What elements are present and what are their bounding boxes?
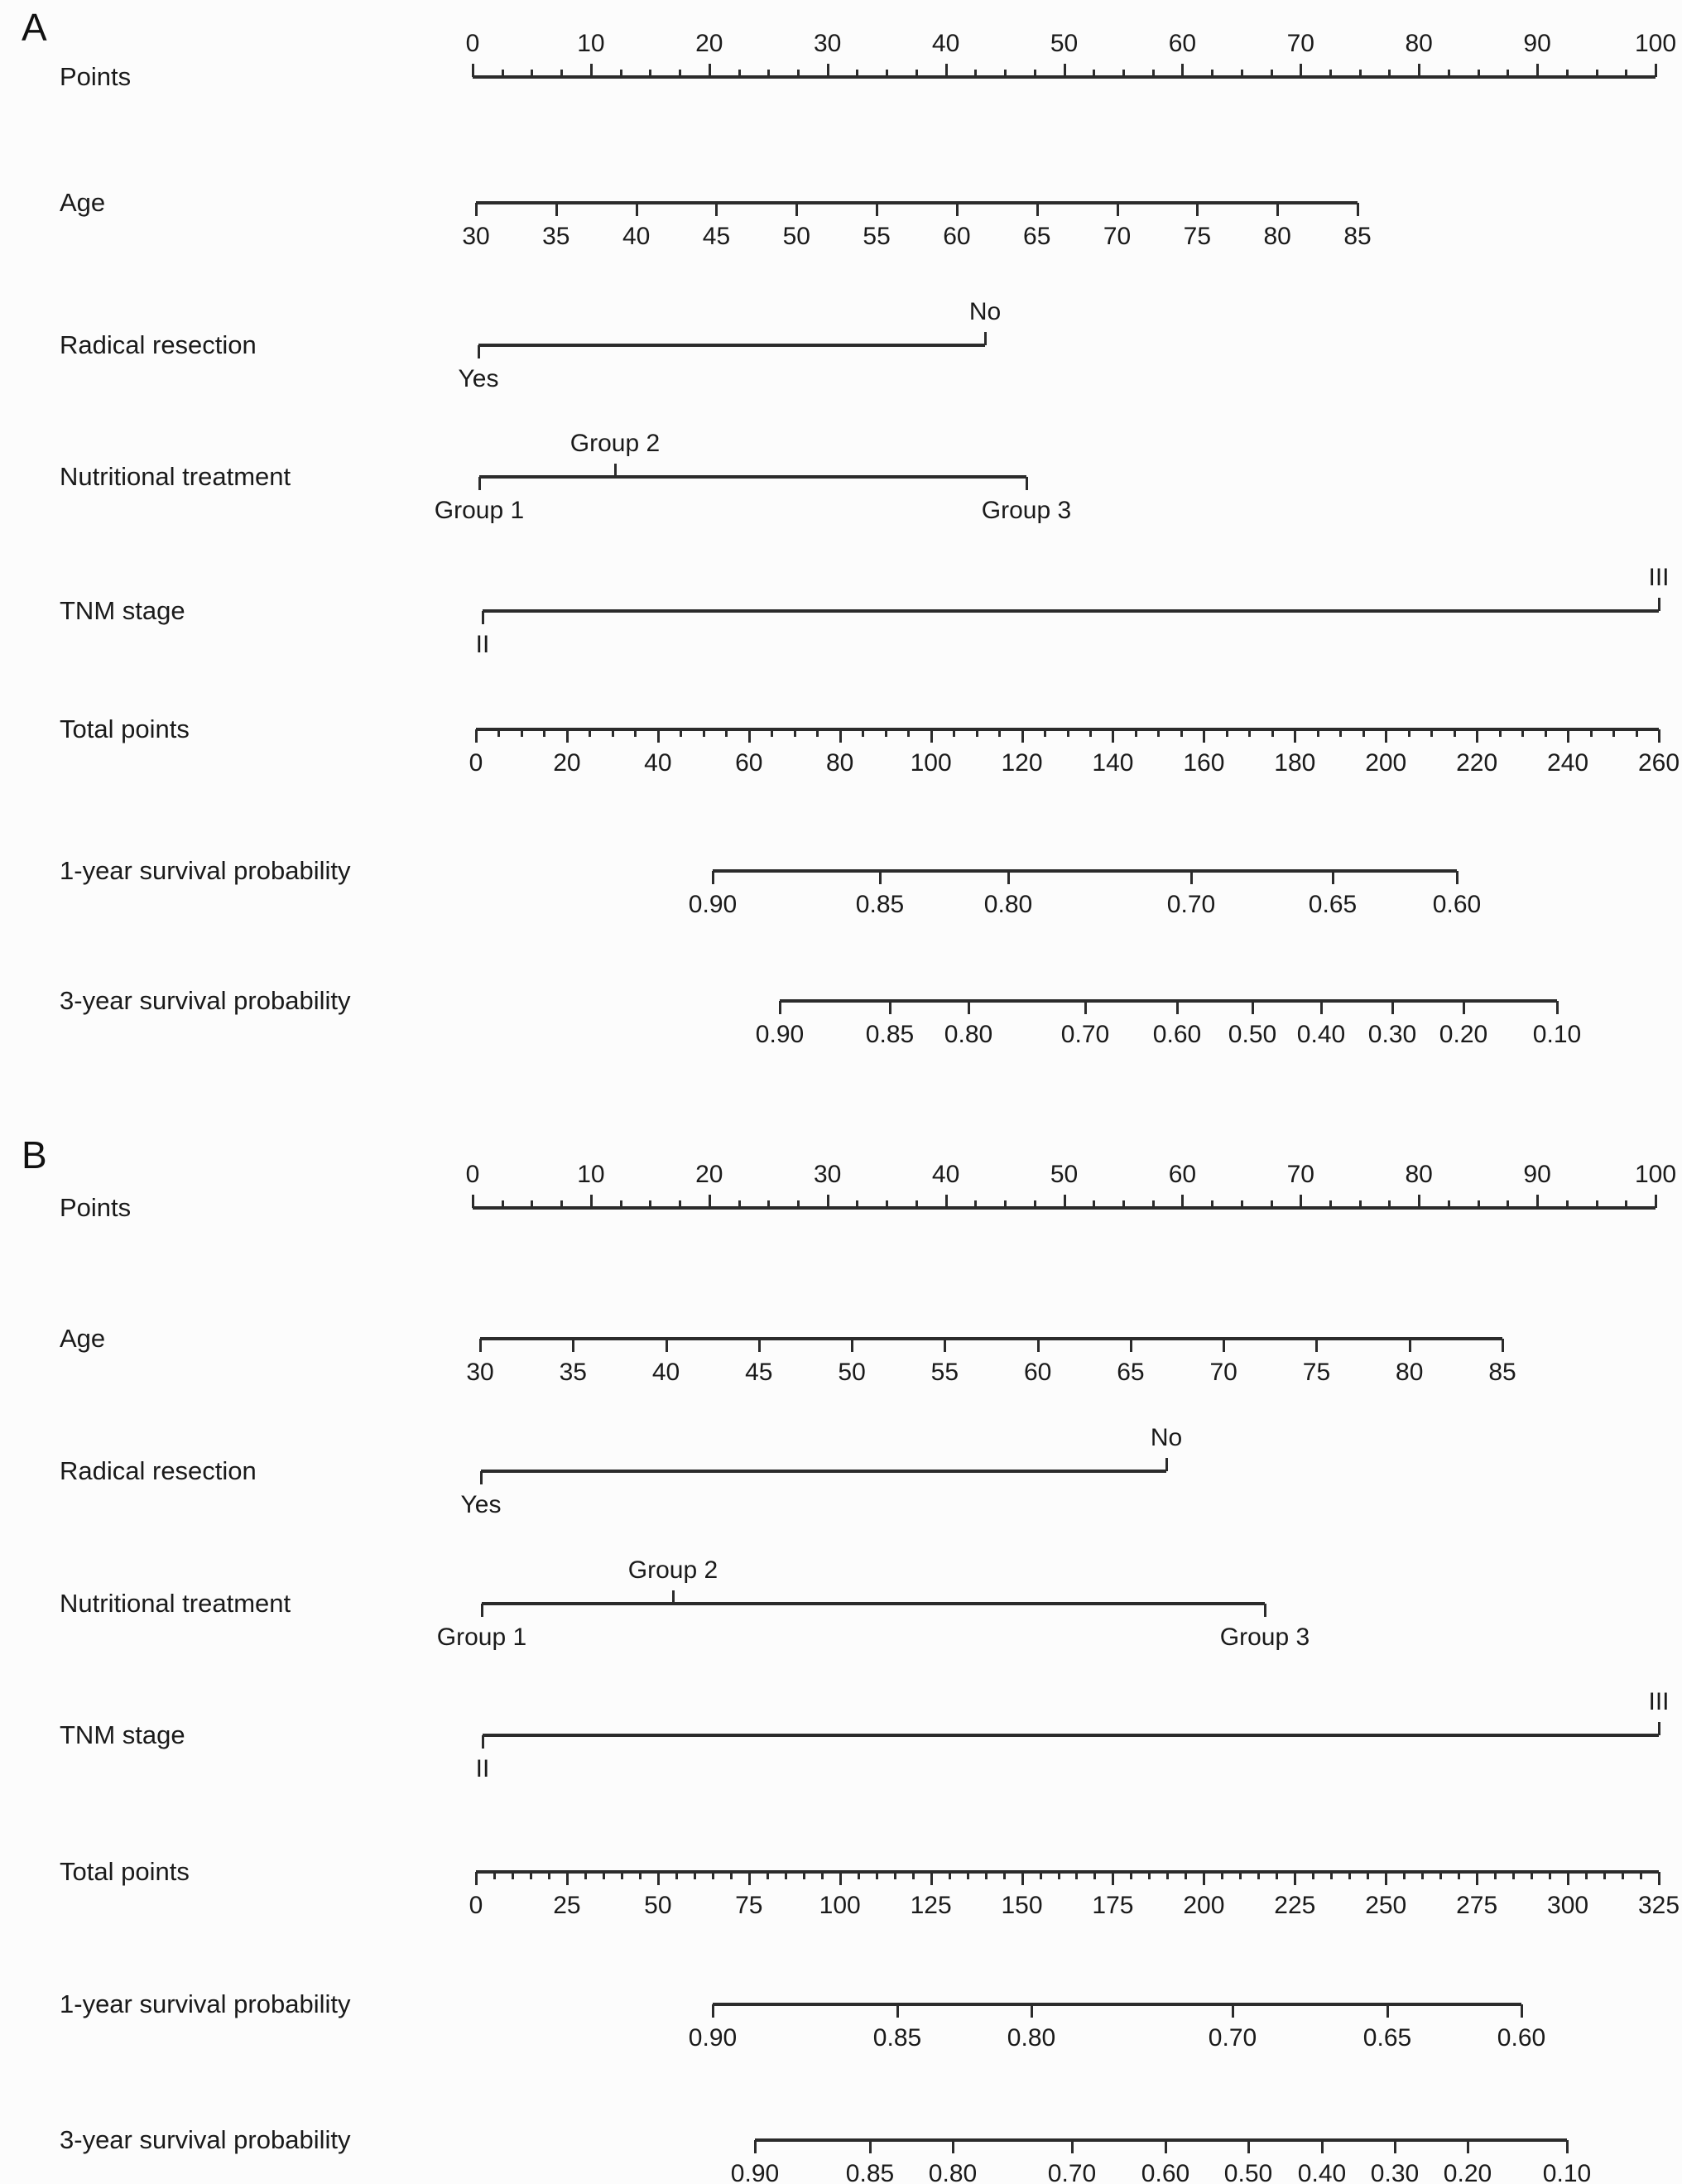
points-tick — [502, 1200, 504, 1208]
total-points-tick-label: 60 — [735, 749, 763, 777]
total-points-tick — [1421, 1872, 1424, 1879]
age-tick-label: 60 — [1023, 1359, 1052, 1386]
age-tick-label: 35 — [559, 1359, 587, 1386]
age-tick-label: 30 — [462, 223, 490, 250]
row-label-nutritional-treatment: Nutritional treatment — [60, 1589, 291, 1618]
surv3-tick-label: 0.85 — [865, 1021, 915, 1048]
age-tick — [572, 1339, 574, 1352]
points-tick — [1359, 1200, 1362, 1208]
surv3-tick — [754, 2140, 757, 2153]
row-label-tnm-stage: TNM stage — [60, 1720, 185, 1749]
row-label-total-points: Total points — [60, 1857, 190, 1886]
points-tick — [945, 1195, 948, 1208]
surv3-tick — [869, 2140, 872, 2153]
points-tick-label: 70 — [1286, 1161, 1314, 1188]
row-label-surv1: 1-year survival probability — [60, 856, 351, 885]
total-points-tick-label: 275 — [1456, 1892, 1498, 1919]
row-label-total-points: Total points — [60, 714, 190, 743]
total-points-tick — [1166, 1872, 1169, 1879]
total-points-tick — [1221, 1872, 1223, 1879]
nutritional-treatment-tick — [672, 1590, 675, 1604]
points-tick-label: 20 — [695, 30, 723, 57]
radical-resection-tick-label: No — [968, 298, 1002, 325]
nutritional-treatment-tick-label: Group 1 — [436, 1624, 527, 1651]
total-points-tick — [876, 1872, 878, 1879]
points-tick — [974, 1200, 977, 1208]
surv3-tick-label: 0.60 — [1141, 2160, 1190, 2184]
surv3-tick-label: 0.85 — [845, 2160, 895, 2184]
total-points-tick — [1257, 1872, 1260, 1879]
total-points-tick — [894, 1872, 896, 1879]
age-tick-label: 55 — [863, 223, 891, 250]
surv3-tick-label: 0.40 — [1296, 1021, 1346, 1048]
total-points-tick — [730, 1872, 733, 1879]
total-points-tick-label: 140 — [1092, 749, 1134, 777]
tnm-stage-tick-label: III — [1648, 1688, 1670, 1715]
surv1-axis-line — [713, 2003, 1521, 2006]
age-tick-label: 40 — [651, 1359, 680, 1386]
row-label-points: Points — [60, 62, 132, 91]
age-tick — [1315, 1339, 1318, 1352]
surv3-tick — [952, 2140, 954, 2153]
total-points-tick — [912, 1872, 915, 1879]
surv1-tick — [712, 2004, 714, 2018]
total-points-tick — [1330, 1872, 1333, 1879]
surv3-tick-label: 0.90 — [755, 1021, 805, 1048]
total-points-tick — [1203, 1872, 1205, 1885]
surv1-tick-label: 0.70 — [1208, 2024, 1257, 2052]
age-tick — [1502, 1339, 1504, 1352]
total-points-tick-label: 200 — [1183, 1892, 1225, 1919]
total-points-tick-label: 100 — [819, 1892, 861, 1919]
tnm-stage-tick — [482, 1735, 484, 1749]
points-tick — [856, 1200, 858, 1208]
points-tick — [1655, 1195, 1657, 1208]
points-tick — [1507, 1200, 1509, 1208]
points-tick — [620, 1200, 622, 1208]
surv3-tick-label: 0.30 — [1370, 2160, 1420, 2184]
points-tick — [1625, 1200, 1627, 1208]
surv1-tick — [1031, 2004, 1033, 2018]
age-tick-label: 45 — [745, 1359, 773, 1386]
nutritional-treatment-tick-label: Group 2 — [569, 430, 661, 457]
total-points-tick — [493, 1872, 496, 1879]
total-points-tick — [1348, 1872, 1351, 1879]
row-label-surv1: 1-year survival probability — [60, 1989, 351, 2018]
total-points-tick — [566, 1872, 569, 1885]
total-points-tick-label: 260 — [1637, 749, 1680, 777]
total-points-tick — [839, 1872, 842, 1885]
total-points-tick — [785, 1872, 787, 1879]
surv1-tick-label: 0.70 — [1166, 891, 1216, 918]
points-tick — [1388, 1200, 1391, 1208]
total-points-tick — [767, 1872, 769, 1879]
radical-resection-axis-line — [481, 1470, 1166, 1473]
points-tick — [1596, 1200, 1598, 1208]
total-points-tick-label: 75 — [735, 1892, 763, 1919]
points-tick — [1211, 1200, 1213, 1208]
surv3-tick — [1467, 2140, 1469, 2153]
panel-a-label: A — [22, 6, 47, 49]
surv3-tick-label: 0.10 — [1542, 2160, 1592, 2184]
total-points-tick — [1058, 1872, 1060, 1879]
surv3-tick-label: 0.40 — [1297, 2160, 1347, 2184]
row-label-points: Points — [60, 1193, 132, 1222]
total-points-tick — [803, 1872, 805, 1879]
surv3-tick-label: 0.80 — [944, 1021, 993, 1048]
total-points-tick — [639, 1872, 642, 1879]
points-tick-label: 80 — [1405, 30, 1433, 57]
total-points-tick-label: 50 — [644, 1892, 672, 1919]
surv3-axis-line — [755, 2138, 1567, 2142]
total-points-tick-label: 220 — [1456, 749, 1498, 777]
surv1-tick-label: 0.90 — [688, 2024, 738, 2052]
total-points-tick — [1276, 1872, 1278, 1879]
surv3-tick-label: 0.70 — [1060, 1021, 1110, 1048]
total-points-tick — [1385, 1872, 1387, 1885]
total-points-tick — [1239, 1872, 1242, 1879]
total-points-tick — [694, 1872, 696, 1879]
row-label-age: Age — [60, 1324, 106, 1353]
surv3-tick — [1321, 2140, 1324, 2153]
surv1-tick-label: 0.65 — [1362, 2024, 1412, 2052]
radical-resection-tick-label: Yes — [458, 365, 499, 392]
nutritional-treatment-tick-label: Group 1 — [434, 497, 525, 524]
total-points-tick — [512, 1872, 514, 1879]
surv3-tick-label: 0.80 — [928, 2160, 978, 2184]
surv3-tick — [1247, 2140, 1250, 2153]
points-tick — [827, 1195, 829, 1208]
radical-resection-tick — [1165, 1458, 1168, 1471]
total-points-tick — [1075, 1872, 1078, 1879]
total-points-tick — [712, 1872, 714, 1879]
radical-resection-tick — [480, 1471, 483, 1484]
points-tick — [531, 1200, 533, 1208]
points-tick — [649, 1200, 651, 1208]
total-points-tick-label: 0 — [469, 749, 483, 777]
total-points-tick — [548, 1872, 550, 1879]
points-tick — [767, 1200, 770, 1208]
total-points-tick — [1148, 1872, 1151, 1879]
surv3-tick-label: 0.30 — [1367, 1021, 1417, 1048]
age-tick-label: 85 — [1488, 1359, 1516, 1386]
surv1-tick-label: 0.85 — [855, 891, 905, 918]
surv3-tick — [1071, 2140, 1074, 2153]
points-tick — [1300, 1195, 1302, 1208]
points-tick — [679, 1200, 681, 1208]
surv1-tick-label: 0.90 — [688, 891, 738, 918]
total-points-tick — [1622, 1872, 1624, 1879]
surv1-tick — [1521, 2004, 1523, 2018]
total-points-tick-label: 160 — [1183, 749, 1225, 777]
surv1-tick — [1386, 2004, 1389, 2018]
points-tick — [590, 1195, 593, 1208]
row-label-surv3: 3-year survival probability — [60, 2125, 351, 2154]
nutritional-treatment-tick-label: Group 3 — [981, 497, 1072, 524]
total-points-tick-label: 150 — [1001, 1892, 1043, 1919]
points-tick — [1152, 1200, 1155, 1208]
total-points-tick — [985, 1872, 988, 1879]
nutritional-treatment-axis-line — [482, 1602, 1265, 1605]
age-tick-label: 80 — [1396, 1359, 1424, 1386]
surv3-tick-label: 0.20 — [1443, 2160, 1492, 2184]
age-tick-label: 75 — [1302, 1359, 1331, 1386]
total-points-tick-label: 100 — [910, 749, 952, 777]
tnm-stage-tick-label: II — [475, 1755, 490, 1782]
points-tick-label: 0 — [465, 30, 480, 57]
age-tick-label: 70 — [1209, 1359, 1237, 1386]
total-points-tick — [821, 1872, 824, 1879]
total-points-tick — [1040, 1872, 1042, 1879]
age-tick-label: 50 — [782, 223, 810, 250]
panel-b-label: B — [22, 1133, 47, 1176]
points-tick — [915, 1200, 918, 1208]
surv1-tick-label: 0.65 — [1308, 891, 1358, 918]
total-points-tick-label: 0 — [469, 1892, 483, 1919]
total-points-tick — [675, 1872, 678, 1879]
age-tick-label: 80 — [1263, 223, 1291, 250]
age-tick-label: 65 — [1023, 223, 1051, 250]
age-tick — [1223, 1339, 1225, 1352]
points-tick — [1536, 1195, 1539, 1208]
points-tick — [1093, 1200, 1095, 1208]
total-points-tick — [1640, 1872, 1642, 1879]
tnm-stage-tick-label: II — [475, 631, 490, 658]
total-points-tick — [1531, 1872, 1533, 1879]
points-tick — [797, 1200, 800, 1208]
total-points-tick — [1021, 1872, 1024, 1885]
points-tick — [472, 1195, 474, 1208]
points-tick-label: 90 — [1523, 1161, 1551, 1188]
surv3-tick-label: 0.10 — [1532, 1021, 1582, 1048]
total-points-tick — [1185, 1872, 1187, 1879]
total-points-tick-label: 250 — [1365, 1892, 1407, 1919]
points-tick — [1448, 1200, 1450, 1208]
surv1-tick-label: 0.80 — [983, 891, 1033, 918]
surv1-tick-label: 0.60 — [1497, 2024, 1546, 2052]
surv1-tick-label: 0.80 — [1007, 2024, 1056, 2052]
total-points-tick-label: 80 — [826, 749, 854, 777]
points-tick — [1271, 1200, 1273, 1208]
points-tick-label: 100 — [1634, 30, 1677, 57]
age-axis-line — [480, 1337, 1502, 1340]
total-points-tick — [1367, 1872, 1369, 1879]
age-tick-label: 60 — [943, 223, 971, 250]
tnm-stage-tick — [1658, 1722, 1660, 1735]
surv1-tick — [896, 2004, 899, 2018]
row-label-age: Age — [60, 188, 106, 217]
points-tick — [1418, 1195, 1420, 1208]
points-tick-label: 0 — [465, 1161, 480, 1188]
points-tick-label: 60 — [1168, 30, 1197, 57]
total-points-tick — [930, 1872, 933, 1885]
total-points-axis-line — [476, 1870, 1659, 1874]
points-tick — [1329, 1200, 1332, 1208]
total-points-tick — [748, 1872, 751, 1885]
total-points-tick-label: 225 — [1274, 1892, 1316, 1919]
points-tick-label: 30 — [814, 30, 842, 57]
points-tick-label: 100 — [1634, 1161, 1677, 1188]
total-points-tick — [1312, 1872, 1314, 1879]
age-tick-label: 30 — [466, 1359, 494, 1386]
age-tick-label: 55 — [930, 1359, 959, 1386]
total-points-tick-label: 180 — [1274, 749, 1316, 777]
total-points-tick — [603, 1872, 605, 1879]
total-points-tick — [967, 1872, 969, 1879]
total-points-tick — [1512, 1872, 1515, 1879]
tnm-stage-tick-label: III — [1648, 564, 1670, 591]
age-tick-label: 65 — [1117, 1359, 1145, 1386]
age-tick — [1130, 1339, 1132, 1352]
points-tick-label: 30 — [814, 1161, 842, 1188]
nutritional-treatment-tick-label: Group 3 — [1219, 1624, 1310, 1651]
points-tick — [1566, 1200, 1569, 1208]
total-points-tick-label: 25 — [553, 1892, 581, 1919]
age-tick-label: 40 — [622, 223, 651, 250]
row-label-radical-resection: Radical resection — [60, 1456, 257, 1485]
age-tick — [851, 1339, 853, 1352]
total-points-tick-label: 200 — [1365, 749, 1407, 777]
surv1-tick-label: 0.85 — [872, 2024, 922, 2052]
points-tick-label: 20 — [695, 1161, 723, 1188]
total-points-tick — [1130, 1872, 1132, 1879]
points-tick — [1064, 1195, 1066, 1208]
surv3-tick-label: 0.90 — [730, 2160, 780, 2184]
points-tick — [1004, 1200, 1007, 1208]
points-tick — [1034, 1200, 1036, 1208]
points-tick — [560, 1200, 563, 1208]
age-tick-label: 75 — [1183, 223, 1212, 250]
points-tick-label: 60 — [1168, 1161, 1197, 1188]
row-label-radical-resection: Radical resection — [60, 330, 257, 359]
total-points-tick-label: 175 — [1092, 1892, 1134, 1919]
total-points-tick — [1567, 1872, 1569, 1885]
total-points-tick — [657, 1872, 660, 1885]
total-points-tick — [1403, 1872, 1406, 1879]
total-points-tick-label: 325 — [1637, 1892, 1680, 1919]
radical-resection-tick-label: No — [1150, 1424, 1183, 1451]
total-points-tick — [1494, 1872, 1497, 1879]
points-tick-label: 50 — [1050, 30, 1079, 57]
total-points-tick — [475, 1872, 478, 1885]
total-points-tick-label: 40 — [644, 749, 672, 777]
total-points-tick — [621, 1872, 623, 1879]
total-points-tick — [1294, 1872, 1296, 1885]
points-tick — [709, 1195, 711, 1208]
points-tick-label: 10 — [577, 30, 605, 57]
total-points-tick-label: 240 — [1547, 749, 1589, 777]
age-tick — [758, 1339, 761, 1352]
points-tick — [1122, 1200, 1125, 1208]
age-tick — [1409, 1339, 1411, 1352]
age-tick — [944, 1339, 946, 1352]
age-tick — [666, 1339, 668, 1352]
total-points-tick-label: 20 — [553, 749, 581, 777]
points-tick-label: 50 — [1050, 1161, 1079, 1188]
surv3-tick-label: 0.60 — [1152, 1021, 1202, 1048]
points-tick — [886, 1200, 888, 1208]
total-points-tick-label: 125 — [910, 1892, 952, 1919]
age-tick-label: 85 — [1343, 223, 1372, 250]
total-points-tick-label: 300 — [1547, 1892, 1589, 1919]
total-points-tick — [530, 1872, 532, 1879]
total-points-tick — [1603, 1872, 1606, 1879]
row-label-nutritional-treatment: Nutritional treatment — [60, 462, 291, 491]
total-points-tick-label: 120 — [1001, 749, 1043, 777]
age-tick-label: 35 — [542, 223, 570, 250]
total-points-tick — [1476, 1872, 1478, 1885]
total-points-tick — [584, 1872, 587, 1879]
total-points-tick — [1549, 1872, 1551, 1879]
points-tick — [738, 1200, 741, 1208]
surv3-tick — [1566, 2140, 1569, 2153]
points-tick-label: 90 — [1523, 30, 1551, 57]
points-tick-label: 80 — [1405, 1161, 1433, 1188]
nutritional-treatment-tick-label: Group 2 — [627, 1556, 718, 1584]
total-points-tick — [858, 1872, 860, 1879]
total-points-tick — [1585, 1872, 1588, 1879]
nutritional-treatment-tick — [481, 1604, 483, 1617]
row-label-tnm-stage: TNM stage — [60, 596, 185, 625]
surv3-tick-label: 0.20 — [1439, 1021, 1488, 1048]
total-points-tick — [1658, 1872, 1660, 1885]
total-points-tick — [1003, 1872, 1006, 1879]
total-points-tick — [1093, 1872, 1096, 1879]
row-label-surv3: 3-year survival probability — [60, 986, 351, 1015]
points-tick — [1478, 1200, 1480, 1208]
radical-resection-tick-label: Yes — [460, 1491, 502, 1518]
surv3-tick — [1394, 2140, 1396, 2153]
total-points-tick — [1458, 1872, 1460, 1879]
surv3-tick — [1165, 2140, 1167, 2153]
age-tick-label: 70 — [1103, 223, 1132, 250]
total-points-tick — [949, 1872, 951, 1879]
age-tick-label: 50 — [838, 1359, 866, 1386]
surv1-tick-label: 0.60 — [1432, 891, 1482, 918]
points-tick-label: 40 — [931, 1161, 960, 1188]
points-tick-label: 10 — [577, 1161, 605, 1188]
surv3-tick-label: 0.70 — [1047, 2160, 1097, 2184]
age-tick-label: 45 — [702, 223, 731, 250]
age-tick — [1037, 1339, 1040, 1352]
surv3-tick-label: 0.50 — [1223, 2160, 1273, 2184]
points-tick — [1241, 1200, 1243, 1208]
points-tick-label: 70 — [1286, 30, 1314, 57]
age-tick — [479, 1339, 482, 1352]
total-points-tick — [1439, 1872, 1442, 1879]
points-tick — [1181, 1195, 1184, 1208]
surv1-tick — [1232, 2004, 1234, 2018]
surv3-tick-label: 0.50 — [1228, 1021, 1277, 1048]
nutritional-treatment-tick — [1264, 1604, 1266, 1617]
tnm-stage-axis-line — [483, 1734, 1659, 1737]
total-points-tick — [1112, 1872, 1114, 1885]
points-tick-label: 40 — [931, 30, 960, 57]
